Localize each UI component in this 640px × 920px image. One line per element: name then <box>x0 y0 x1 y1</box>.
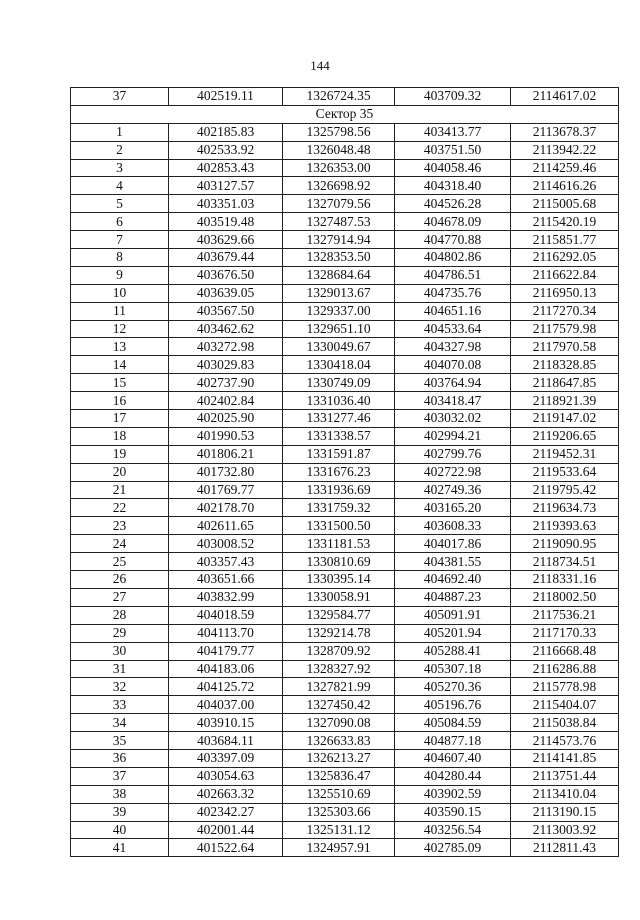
table-row <box>71 410 619 428</box>
coordinate-cell: 1325303.66 <box>283 803 395 821</box>
point-number-cell: 25 <box>71 553 169 571</box>
coordinate-cell: 402749.36 <box>395 481 511 499</box>
point-number-cell: 17 <box>71 410 169 428</box>
coordinate-cell: 403910.15 <box>169 714 283 732</box>
coordinate-cell: 2118921.39 <box>511 392 619 410</box>
coordinate-cell: 1326698.92 <box>283 177 395 195</box>
table-row <box>71 284 619 302</box>
coordinate-cell: 403351.03 <box>169 195 283 213</box>
point-number-cell: 8 <box>71 249 169 267</box>
coordinate-cell: 404678.09 <box>395 213 511 231</box>
coordinate-cell: 402799.76 <box>395 445 511 463</box>
coordinate-cell: 403608.33 <box>395 517 511 535</box>
coordinate-cell: 402785.09 <box>395 839 511 857</box>
coordinate-cell: 403519.48 <box>169 213 283 231</box>
point-number-cell: 31 <box>71 660 169 678</box>
coordinate-cell: 1330049.67 <box>283 338 395 356</box>
point-number-cell: 10 <box>71 284 169 302</box>
coordinate-cell: 2113751.44 <box>511 767 619 785</box>
coordinate-cell: 405270.36 <box>395 678 511 696</box>
coordinate-cell: 1330810.69 <box>283 553 395 571</box>
coordinate-cell: 404018.59 <box>169 606 283 624</box>
coordinate-cell: 404058.46 <box>395 159 511 177</box>
table-row <box>71 678 619 696</box>
coordinate-cell: 1327821.99 <box>283 678 395 696</box>
coordinate-cell: 1331181.53 <box>283 535 395 553</box>
point-number-cell: 15 <box>71 374 169 392</box>
point-number-cell: 16 <box>71 392 169 410</box>
coordinate-cell: 2118328.85 <box>511 356 619 374</box>
table-row <box>71 642 619 660</box>
coordinate-cell: 1324957.91 <box>283 839 395 857</box>
point-number-cell: 30 <box>71 642 169 660</box>
point-number-cell: 34 <box>71 714 169 732</box>
coordinate-cell: 2116668.48 <box>511 642 619 660</box>
coordinate-cell: 404037.00 <box>169 696 283 714</box>
coordinate-cell: 402025.90 <box>169 410 283 428</box>
point-number-cell: 2 <box>71 141 169 159</box>
point-number-cell: 22 <box>71 499 169 517</box>
table-row <box>71 266 619 284</box>
coordinate-cell: 2117970.58 <box>511 338 619 356</box>
coordinate-cell: 1328327.92 <box>283 660 395 678</box>
coordinate-cell: 1328684.64 <box>283 266 395 284</box>
coordinate-cell: 1325836.47 <box>283 767 395 785</box>
coordinate-cell: 403008.52 <box>169 535 283 553</box>
coordinate-cell: 2115404.07 <box>511 696 619 714</box>
coordinate-cell: 2119147.02 <box>511 410 619 428</box>
coordinate-cell: 2113003.92 <box>511 821 619 839</box>
table-row <box>71 624 619 642</box>
coordinate-cell: 2115778.98 <box>511 678 619 696</box>
point-number-cell: 39 <box>71 803 169 821</box>
coordinate-cell: 401990.53 <box>169 427 283 445</box>
coordinate-cell: 404877.18 <box>395 732 511 750</box>
table-row <box>71 249 619 267</box>
coordinate-cell: 1330395.14 <box>283 571 395 589</box>
coordinate-cell: 404179.77 <box>169 642 283 660</box>
coordinate-cell: 1327914.94 <box>283 231 395 249</box>
coordinate-cell: 1328353.50 <box>283 249 395 267</box>
point-number-cell: 33 <box>71 696 169 714</box>
point-number-cell: 18 <box>71 427 169 445</box>
coordinate-cell: 1327090.08 <box>283 714 395 732</box>
coordinate-cell: 1325798.56 <box>283 123 395 141</box>
sector-title: Сектор 35 <box>71 105 619 123</box>
coordinate-cell: 403639.05 <box>169 284 283 302</box>
table-row <box>71 141 619 159</box>
coordinate-cell: 1326353.00 <box>283 159 395 177</box>
point-number-cell: 20 <box>71 463 169 481</box>
table-row <box>71 588 619 606</box>
coordinate-cell: 404113.70 <box>169 624 283 642</box>
coordinate-cell: 405201.94 <box>395 624 511 642</box>
table-row <box>71 445 619 463</box>
coordinate-cell: 404887.23 <box>395 588 511 606</box>
table-row <box>71 660 619 678</box>
coordinate-cell: 2117270.34 <box>511 302 619 320</box>
coordinate-cell: 2117170.33 <box>511 624 619 642</box>
coordinate-cell: 1327450.42 <box>283 696 395 714</box>
coordinate-cell: 1325131.12 <box>283 821 395 839</box>
coordinate-cell: 402611.65 <box>169 517 283 535</box>
coordinate-cell: 403629.66 <box>169 231 283 249</box>
coordinate-cell: 2119090.95 <box>511 535 619 553</box>
coordinate-cell: 1331277.46 <box>283 410 395 428</box>
coordinate-cell: 1326724.35 <box>283 88 395 106</box>
point-number-cell: 35 <box>71 732 169 750</box>
coordinate-cell: 403902.59 <box>395 785 511 803</box>
table-row <box>71 231 619 249</box>
point-number-cell: 24 <box>71 535 169 553</box>
coordinate-cell: 2118002.50 <box>511 588 619 606</box>
point-number-cell: 9 <box>71 266 169 284</box>
coordinate-cell: 1329651.10 <box>283 320 395 338</box>
table-row <box>71 553 619 571</box>
point-number-cell: 4 <box>71 177 169 195</box>
point-number-cell: 14 <box>71 356 169 374</box>
coordinate-cell: 403413.77 <box>395 123 511 141</box>
coordinate-cell: 403127.57 <box>169 177 283 195</box>
point-number-cell: 3 <box>71 159 169 177</box>
coordinate-cell: 403256.54 <box>395 821 511 839</box>
coordinate-cell: 403462.62 <box>169 320 283 338</box>
coordinate-cell: 403590.15 <box>395 803 511 821</box>
coordinate-cell: 2112811.43 <box>511 839 619 857</box>
coordinate-cell: 404125.72 <box>169 678 283 696</box>
coordinate-cell: 2113190.15 <box>511 803 619 821</box>
point-number-cell: 13 <box>71 338 169 356</box>
coordinate-cell: 405091.91 <box>395 606 511 624</box>
coordinate-cell: 1329337.00 <box>283 302 395 320</box>
coordinate-cell: 402178.70 <box>169 499 283 517</box>
point-number-cell: 6 <box>71 213 169 231</box>
point-number-cell: 19 <box>71 445 169 463</box>
coordinate-cell: 1326633.83 <box>283 732 395 750</box>
coordinate-cell: 2117579.98 <box>511 320 619 338</box>
coordinate-cell: 403709.32 <box>395 88 511 106</box>
coordinate-cell: 403397.09 <box>169 749 283 767</box>
point-number-cell: 38 <box>71 785 169 803</box>
coordinate-cell: 1331500.50 <box>283 517 395 535</box>
table-row <box>71 338 619 356</box>
table-row <box>71 767 619 785</box>
point-number-cell: 28 <box>71 606 169 624</box>
coordinate-cell: 401806.21 <box>169 445 283 463</box>
coordinate-cell: 2114259.46 <box>511 159 619 177</box>
coordinate-cell: 2119452.31 <box>511 445 619 463</box>
coordinate-cell: 1325510.69 <box>283 785 395 803</box>
coordinate-cell: 2113410.04 <box>511 785 619 803</box>
coordinate-cell: 404786.51 <box>395 266 511 284</box>
point-number-cell: 36 <box>71 749 169 767</box>
coordinate-cell: 1327487.53 <box>283 213 395 231</box>
point-number-cell: 5 <box>71 195 169 213</box>
coordinate-cell: 401769.77 <box>169 481 283 499</box>
coordinate-cell: 2114141.85 <box>511 749 619 767</box>
coordinate-cell: 2116286.88 <box>511 660 619 678</box>
point-number-cell: 40 <box>71 821 169 839</box>
coordinate-cell: 2119795.42 <box>511 481 619 499</box>
coordinate-cell: 402737.90 <box>169 374 283 392</box>
table-row <box>71 159 619 177</box>
coordinate-cell: 404692.40 <box>395 571 511 589</box>
point-number-cell: 41 <box>71 839 169 857</box>
coordinate-cell: 404280.44 <box>395 767 511 785</box>
coordinate-cell: 404735.76 <box>395 284 511 302</box>
page-number: 144 <box>310 58 330 73</box>
coordinate-cell: 403751.50 <box>395 141 511 159</box>
coordinate-cell: 1326048.48 <box>283 141 395 159</box>
coordinate-cell: 2116622.84 <box>511 266 619 284</box>
coordinate-cell: 405307.18 <box>395 660 511 678</box>
coordinate-cell: 404770.88 <box>395 231 511 249</box>
coordinate-cell: 401732.80 <box>169 463 283 481</box>
coordinate-cell: 2118331.16 <box>511 571 619 589</box>
table-row <box>71 749 619 767</box>
table-row <box>71 696 619 714</box>
table-row <box>71 88 619 106</box>
coordinate-cell: 1331591.87 <box>283 445 395 463</box>
coordinate-cell: 402663.32 <box>169 785 283 803</box>
coordinate-cell: 403029.83 <box>169 356 283 374</box>
coordinate-cell: 402853.43 <box>169 159 283 177</box>
coordinate-cell: 1329584.77 <box>283 606 395 624</box>
coordinate-cell: 2116950.13 <box>511 284 619 302</box>
coordinate-cell: 404533.64 <box>395 320 511 338</box>
coordinate-cell: 405084.59 <box>395 714 511 732</box>
coordinate-cell: 2115005.68 <box>511 195 619 213</box>
coordinate-cell: 402722.98 <box>395 463 511 481</box>
coordinate-cell: 403032.02 <box>395 410 511 428</box>
coordinate-cell: 2114617.02 <box>511 88 619 106</box>
coordinate-cell: 2116292.05 <box>511 249 619 267</box>
table-row <box>71 535 619 553</box>
coordinate-cell: 402342.27 <box>169 803 283 821</box>
coordinate-cell: 2118647.85 <box>511 374 619 392</box>
coordinate-cell: 403418.47 <box>395 392 511 410</box>
coordinate-cell: 1331338.57 <box>283 427 395 445</box>
coordinate-cell: 1331936.69 <box>283 481 395 499</box>
point-number-cell: 32 <box>71 678 169 696</box>
table-row <box>71 785 619 803</box>
table-row <box>71 320 619 338</box>
coordinate-cell: 404017.86 <box>395 535 511 553</box>
coordinate-cell: 403676.50 <box>169 266 283 284</box>
table-row <box>71 213 619 231</box>
coordinate-cell: 2119634.73 <box>511 499 619 517</box>
table-row <box>71 481 619 499</box>
coordinate-cell: 1330418.04 <box>283 356 395 374</box>
coordinate-cell: 1331676.23 <box>283 463 395 481</box>
coordinate-cell: 1327079.56 <box>283 195 395 213</box>
point-number-cell: 37 <box>71 88 169 106</box>
coordinate-cell: 404183.06 <box>169 660 283 678</box>
coordinate-cell: 1329013.67 <box>283 284 395 302</box>
coordinate-cell: 1331036.40 <box>283 392 395 410</box>
point-number-cell: 12 <box>71 320 169 338</box>
coordinate-cell: 1328709.92 <box>283 642 395 660</box>
coordinate-cell: 402001.44 <box>169 821 283 839</box>
point-number-cell: 21 <box>71 481 169 499</box>
table-row <box>71 302 619 320</box>
table-row <box>71 123 619 141</box>
coordinate-cell: 404607.40 <box>395 749 511 767</box>
point-number-cell: 11 <box>71 302 169 320</box>
coordinate-cell: 405196.76 <box>395 696 511 714</box>
table-row <box>71 427 619 445</box>
coordinate-cell: 404651.16 <box>395 302 511 320</box>
table-row <box>71 821 619 839</box>
coordinate-cell: 1326213.27 <box>283 749 395 767</box>
coordinate-cell: 404802.86 <box>395 249 511 267</box>
coordinate-cell: 1331759.32 <box>283 499 395 517</box>
table-row <box>71 803 619 821</box>
table-row <box>71 374 619 392</box>
coordinate-cell: 403054.63 <box>169 767 283 785</box>
table-row <box>71 732 619 750</box>
coordinate-cell: 2115420.19 <box>511 213 619 231</box>
coordinate-cell: 2114616.26 <box>511 177 619 195</box>
coordinate-cell: 403272.98 <box>169 338 283 356</box>
point-number-cell: 1 <box>71 123 169 141</box>
coordinate-cell: 403651.66 <box>169 571 283 589</box>
coordinate-cell: 403832.99 <box>169 588 283 606</box>
coordinate-cell: 2114573.76 <box>511 732 619 750</box>
coordinate-cell: 2113942.22 <box>511 141 619 159</box>
table-row <box>71 517 619 535</box>
coordinate-cell: 403357.43 <box>169 553 283 571</box>
coordinate-cell: 2115038.84 <box>511 714 619 732</box>
coordinates-table <box>70 87 619 857</box>
coordinate-cell: 2113678.37 <box>511 123 619 141</box>
coordinate-cell: 2119533.64 <box>511 463 619 481</box>
coordinate-cell: 402402.84 <box>169 392 283 410</box>
coordinate-cell: 1330058.91 <box>283 588 395 606</box>
point-number-cell: 27 <box>71 588 169 606</box>
table-row <box>71 356 619 374</box>
table-row <box>71 392 619 410</box>
coordinate-cell: 405288.41 <box>395 642 511 660</box>
table-row <box>71 195 619 213</box>
table-row <box>71 839 619 857</box>
coordinate-cell: 401522.64 <box>169 839 283 857</box>
table-row <box>71 571 619 589</box>
point-number-cell: 29 <box>71 624 169 642</box>
coordinate-cell: 404070.08 <box>395 356 511 374</box>
coordinate-cell: 403567.50 <box>169 302 283 320</box>
point-number-cell: 26 <box>71 571 169 589</box>
coordinate-cell: 402533.92 <box>169 141 283 159</box>
coordinate-cell: 1330749.09 <box>283 374 395 392</box>
coordinate-cell: 403764.94 <box>395 374 511 392</box>
table-row <box>71 463 619 481</box>
point-number-cell: 7 <box>71 231 169 249</box>
coordinate-cell: 403679.44 <box>169 249 283 267</box>
coordinate-cell: 2115851.77 <box>511 231 619 249</box>
coordinate-cell: 404381.55 <box>395 553 511 571</box>
point-number-cell: 37 <box>71 767 169 785</box>
coordinate-cell: 403684.11 <box>169 732 283 750</box>
coordinate-cell: 2119393.63 <box>511 517 619 535</box>
coordinate-cell: 1329214.78 <box>283 624 395 642</box>
coordinate-cell: 404318.40 <box>395 177 511 195</box>
coordinate-cell: 402519.11 <box>169 88 283 106</box>
coordinate-cell: 2117536.21 <box>511 606 619 624</box>
coordinate-cell: 402994.21 <box>395 427 511 445</box>
point-number-cell: 23 <box>71 517 169 535</box>
table-row <box>71 714 619 732</box>
sector-header-row <box>71 105 619 123</box>
table-row <box>71 177 619 195</box>
coordinate-cell: 404526.28 <box>395 195 511 213</box>
coordinate-cell: 402185.83 <box>169 123 283 141</box>
coordinate-cell: 404327.98 <box>395 338 511 356</box>
coordinate-cell: 2118734.51 <box>511 553 619 571</box>
table-row <box>71 606 619 624</box>
coordinate-cell: 403165.20 <box>395 499 511 517</box>
coordinate-cell: 2119206.65 <box>511 427 619 445</box>
table-row <box>71 499 619 517</box>
